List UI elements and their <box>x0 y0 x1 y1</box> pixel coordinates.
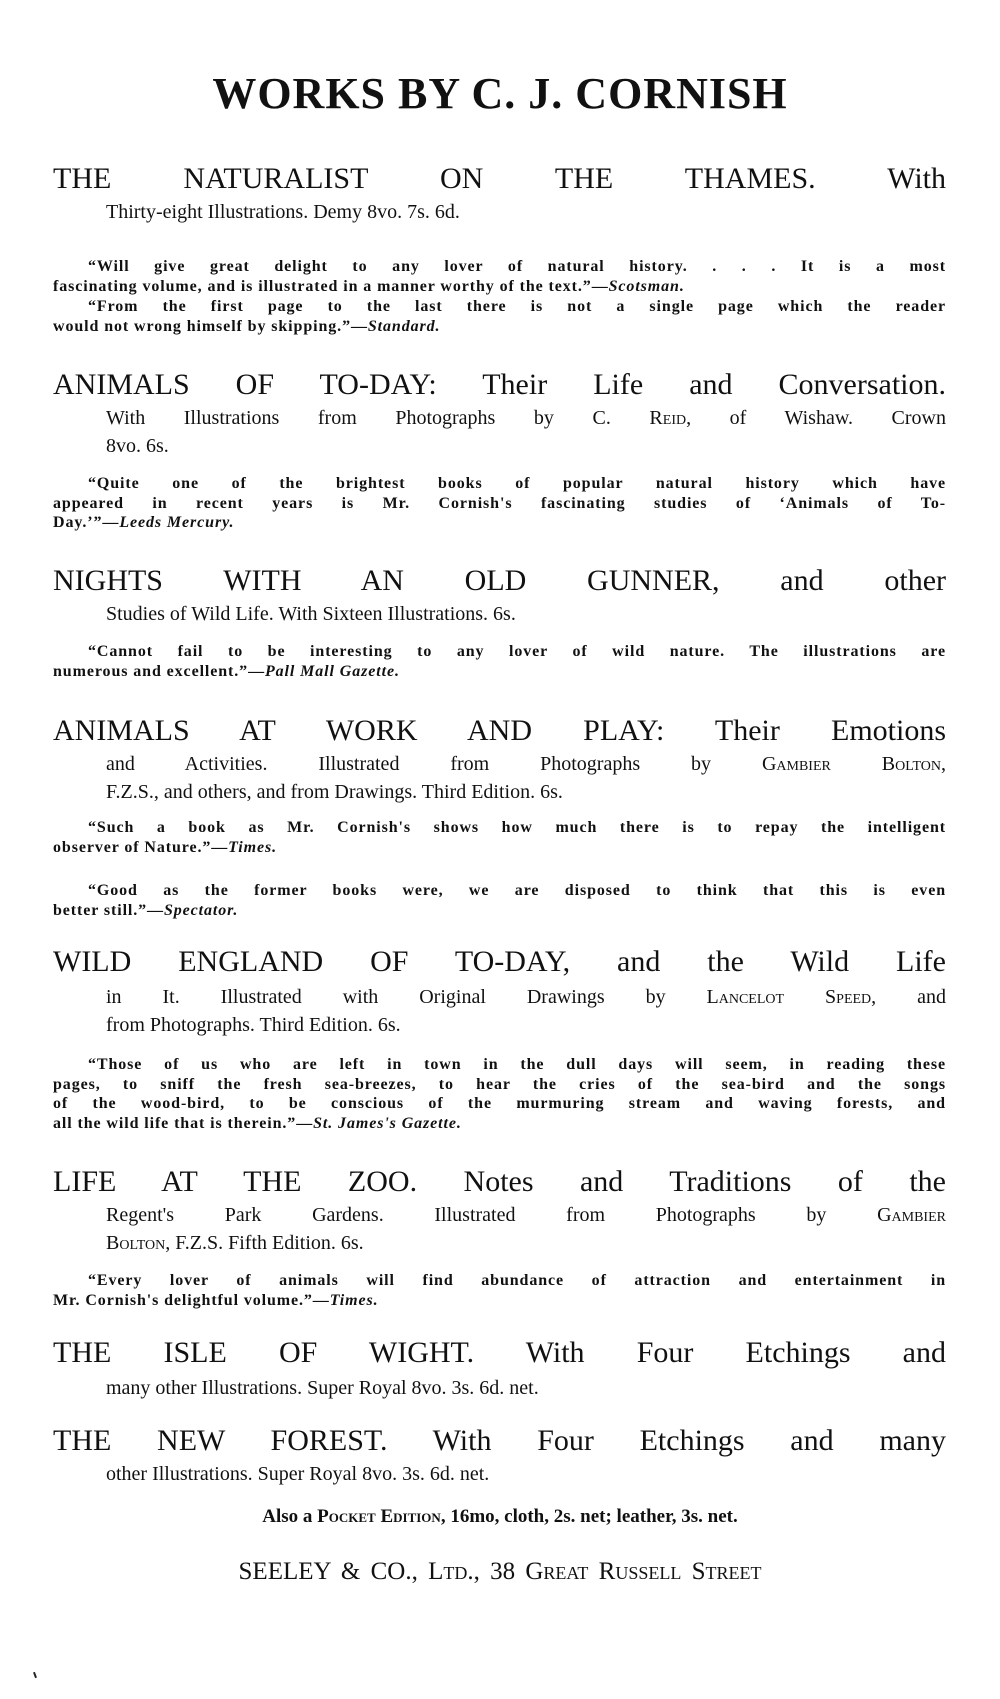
book-details-line <box>106 1374 946 1402</box>
book-title-line <box>53 162 946 196</box>
review-quote-line <box>53 818 946 838</box>
text-segment: THE ISLE OF WIGHT. With Four Etchings and <box>53 1336 946 1369</box>
review-quote-line <box>53 1075 946 1095</box>
review-quote <box>53 257 946 296</box>
text-segment: other Illustrations. Super Royal 8vo. 3s. 6d. net. <box>106 1463 490 1485</box>
book-details-line <box>106 1229 946 1257</box>
text-segment: , 38 <box>473 1558 526 1585</box>
text-segment: Ltd. <box>428 1558 474 1585</box>
review-quote-line <box>53 1291 946 1311</box>
publisher-imprint <box>0 1556 1000 1588</box>
text-segment: appeared in recent years is Mr. Cornish's fascinating studies of ‘Animals of To- <box>53 494 946 512</box>
text-segment: SEELEY & CO., <box>238 1558 429 1585</box>
book-details-line <box>106 983 946 1011</box>
text-segment: pages, to sniff the fresh sea-breezes, to hear the cries of the sea-bird and the songs <box>53 1075 946 1093</box>
review-quote-line <box>53 257 946 277</box>
text-segment: Times. <box>329 1291 379 1309</box>
book-title <box>53 714 946 748</box>
review-quote-line <box>53 662 946 682</box>
book-details-line <box>106 432 946 460</box>
scan-speck <box>33 1672 37 1678</box>
text-segment: of the wood-bird, to be conscious of the murmuring stream and waving forests, and <box>53 1095 946 1112</box>
book-title <box>53 368 946 402</box>
text-segment: numerous and excellent.”— <box>53 662 265 680</box>
text-segment: Thirty-eight Illustrations. Demy 8vo. 7s. 6d. <box>106 201 460 223</box>
review-quote-line <box>53 1271 946 1291</box>
text-segment: Pall Mall Gazette. <box>264 662 400 680</box>
text-segment: LIFE AT THE ZOO. Notes and Traditions of the <box>53 1165 946 1198</box>
book-title <box>53 1165 946 1199</box>
review-quote <box>53 818 946 857</box>
review-quote-line <box>53 838 946 858</box>
text-segment: THE NATURALIST ON THE THAMES. With <box>53 162 946 195</box>
text-segment: would not wrong himself by skipping.”— <box>53 317 368 335</box>
text-segment: observer of Nature.”— <box>53 838 229 856</box>
book-title <box>53 1424 946 1458</box>
text-segment: Spectator. <box>163 901 239 919</box>
text-segment: , of Wishaw. Crown <box>686 407 947 429</box>
text-segment: “Those of us who are left in town in the dull days will seem, in reading these <box>88 1056 946 1073</box>
text-segment: “Such a book as Mr. Cornish's shows how much there is to repay the intelligent <box>88 819 946 836</box>
text-segment: “Every lover of animals will find abundance of attraction and entertainment in <box>88 1272 946 1289</box>
text-segment: , F.Z.S. Fifth Edition. 6s. <box>165 1232 364 1254</box>
review-quote <box>53 1271 946 1310</box>
review-quote <box>53 1055 946 1133</box>
review-quote-line <box>53 297 946 317</box>
review-quote-line <box>53 1094 946 1114</box>
text-segment: Day.’”— <box>53 514 120 531</box>
book-title <box>53 945 946 979</box>
book-title-line <box>53 1165 946 1199</box>
text-segment: fascinating volume, and is illustrated in a manner worthy of the text.”— <box>53 277 609 295</box>
pocket-edition-note-line <box>0 1504 1000 1530</box>
review-quote-line <box>53 901 946 921</box>
pocket-edition-note <box>0 1504 1000 1530</box>
text-segment: Scotsman. <box>608 277 685 295</box>
text-segment: , <box>941 753 946 775</box>
book-details-line <box>106 1460 946 1488</box>
book-title-line <box>53 1424 946 1458</box>
book-title-line <box>53 714 946 748</box>
book-details-line <box>106 404 946 432</box>
book-title <box>53 1336 946 1370</box>
review-quote-line <box>53 513 946 533</box>
book-details-line <box>106 600 946 628</box>
review-quote-line <box>53 317 946 337</box>
text-segment: ANIMALS AT WORK AND PLAY: Their Emotions <box>53 714 946 747</box>
book-title-line <box>53 1336 946 1370</box>
text-segment: all the wild life that is therein.”— <box>53 1114 314 1132</box>
text-segment: WILD ENGLAND OF TO-DAY, and the Wild Life <box>53 945 946 978</box>
text-segment: Bolton <box>106 1232 166 1254</box>
book-title-line <box>53 945 946 979</box>
review-quote-line <box>53 474 946 494</box>
review-quote <box>53 474 946 533</box>
publisher-imprint-line <box>0 1556 1000 1588</box>
review-quote-line <box>53 642 946 662</box>
book-title <box>53 564 946 598</box>
review-quote-line <box>53 277 946 297</box>
text-segment: Times. <box>228 838 277 856</box>
review-quote-line <box>53 1055 946 1075</box>
book-title-line <box>53 564 946 598</box>
book-details <box>106 198 946 226</box>
book-title-line <box>53 368 946 402</box>
text-segment: in It. Illustrated with Original Drawings by <box>106 986 707 1008</box>
text-segment: , 16mo, cloth, 2s. net; leather, 3s. net. <box>440 1506 738 1527</box>
text-segment: better still.”— <box>53 901 164 919</box>
book-details-line <box>106 1011 946 1039</box>
book-details <box>106 404 946 460</box>
review-quote-line <box>53 881 946 901</box>
text-segment: “From the first page to the last there is not a single page which the reader <box>88 298 946 315</box>
text-segment: 8vo. 6s. <box>106 435 169 457</box>
text-segment: Gambier <box>877 1204 946 1226</box>
text-segment: Standard. <box>367 317 441 335</box>
text-segment: F.Z.S., and others, and from Drawings. Third Edition. 6s. <box>106 781 563 803</box>
book-details <box>106 983 946 1039</box>
text-segment: “Good as the former books were, we are disposed to think that this is even <box>88 882 946 899</box>
text-segment: from Photographs. Third Edition. 6s. <box>106 1014 401 1036</box>
review-quote <box>53 642 946 681</box>
text-segment: Pocket Edition <box>317 1506 441 1527</box>
book-details <box>106 1201 946 1257</box>
text-segment: Mr. Cornish's delightful volume.”— <box>53 1291 330 1309</box>
text-segment: Studies of Wild Life. With Sixteen Illustrations. 6s. <box>106 603 516 625</box>
text-segment: Gambier Bolton <box>761 753 941 775</box>
text-segment: Leeds Mercury. <box>119 514 235 531</box>
text-segment: Great Russell Street <box>525 1558 762 1585</box>
review-quote-line <box>53 1114 946 1134</box>
text-segment: and Activities. Illustrated from Photographs by <box>106 753 762 775</box>
book-details-line <box>106 198 946 226</box>
text-segment: “Quite one of the brightest books of popular natural history which have <box>88 475 946 492</box>
text-segment: With Illustrations from Photographs by C. <box>106 407 650 429</box>
text-segment: THE NEW FOREST. With Four Etchings and many <box>53 1424 946 1457</box>
review-quote-line <box>53 494 946 514</box>
text-segment: NIGHTS WITH AN OLD GUNNER, and other <box>53 564 946 597</box>
book-details-line <box>106 1201 946 1229</box>
book-details-line <box>106 750 946 778</box>
book-details <box>106 600 946 628</box>
review-quote <box>53 297 946 336</box>
text-segment: Also a <box>262 1506 318 1527</box>
text-segment: “Cannot fail to be interesting to any lover of wild nature. The illustrations are <box>88 643 946 660</box>
page-title: WORKS BY C. J. CORNISH <box>212 69 788 118</box>
text-segment: ANIMALS OF TO-DAY: Their Life and Conversation. <box>53 368 946 401</box>
text-segment: Regent's Park Gardens. Illustrated from Photographs by <box>106 1204 878 1226</box>
text-segment: Lancelot Speed <box>706 986 872 1008</box>
text-segment: Reid <box>649 407 687 429</box>
book-details <box>106 1460 946 1488</box>
review-quote <box>53 881 946 920</box>
book-details <box>106 750 946 806</box>
text-segment: “Will give great delight to any lover of natural history. . . . It is a most <box>88 258 946 275</box>
book-details <box>106 1374 946 1402</box>
text-segment: , and <box>871 986 946 1008</box>
text-segment: St. James's Gazette. <box>313 1114 462 1132</box>
book-title <box>53 162 946 196</box>
book-details-line <box>106 778 946 806</box>
text-segment: many other Illustrations. Super Royal 8vo. 3s. 6d. net. <box>106 1377 539 1399</box>
